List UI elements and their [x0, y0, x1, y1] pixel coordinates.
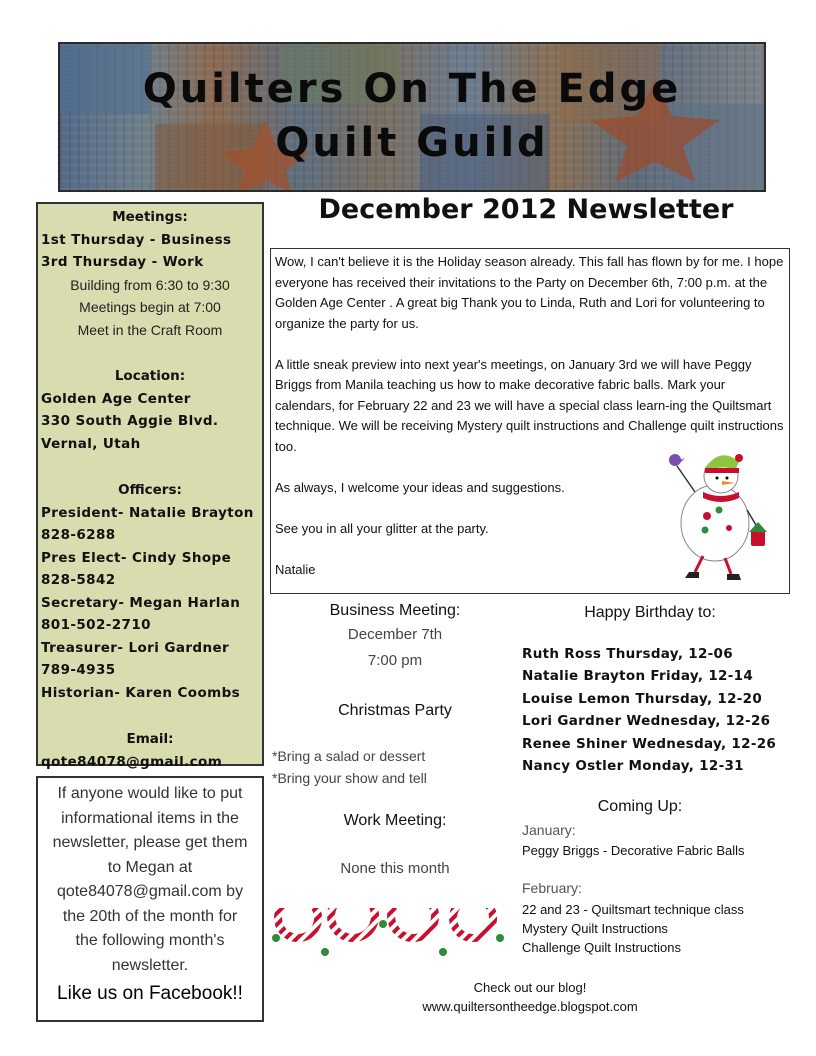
letter-paragraph: A little sneak preview into next year's meetings, on January 3rd we will have Peggy Briggs from Manila teaching us how to make decorative fabric balls. Mark your calendars, for February 22 and 23 we will have a special class learn-ing the Quiltsmart technique. We will be receiving Mystery quilt instructions and Challenge quilt instructions too.	[275, 356, 784, 454]
building-hours: Building from 6:30 to 9:30	[70, 276, 230, 293]
business-meeting-date: December 7th	[347, 626, 443, 643]
officer-line: 828-6288	[41, 527, 116, 543]
letter-paragraph: As always, I welcome your ideas and suggestions.	[275, 479, 565, 495]
february-item: 22 and 23 - Quiltsmart technique class	[522, 902, 744, 917]
snowman-icon	[655, 448, 775, 584]
birthday-entry: Ruth Ross Thursday, 12-06	[522, 646, 733, 662]
party-item: *Bring a salad or dessert	[272, 748, 426, 764]
candy-swirl-divider	[268, 908, 508, 968]
letter-paragraph: See you in all your glitter at the party.	[275, 520, 489, 536]
banner	[58, 42, 766, 192]
officer-line: 828-5842	[41, 572, 116, 588]
location-heading: Location:	[114, 368, 186, 384]
newsletter-title: December 2012 Newsletter	[318, 194, 734, 225]
party-item: *Bring your show and tell	[272, 770, 427, 786]
birthday-heading: Happy Birthday to:	[584, 604, 716, 621]
birthday-entry: Louise Lemon Thursday, 12-20	[522, 691, 763, 707]
blog-url-link[interactable]: www.quiltersontheedge.blogspot.com	[422, 999, 638, 1014]
location-line: Golden Age Center	[41, 390, 191, 407]
meetings-business: 1st Thursday - Business	[41, 231, 232, 248]
officer-line: President- Natalie Brayton	[41, 504, 254, 521]
february-item: Challenge Quilt Instructions	[522, 940, 681, 955]
info-line: newsletter.	[111, 956, 189, 974]
coming-up-heading: Coming Up:	[597, 798, 683, 815]
location-line: 330 South Aggie Blvd.	[41, 413, 219, 429]
meetings-begin: Meetings begin at 7:00	[79, 299, 221, 315]
facebook-link[interactable]: Like us on Facebook!!	[57, 983, 243, 1004]
info-line: to Megan at	[107, 858, 193, 876]
officer-line: Historian- Karen Coombs	[41, 684, 241, 701]
christmas-party-heading: Christmas Party	[338, 702, 452, 719]
officers-heading: Officers:	[118, 482, 182, 498]
letter-signature: Natalie	[275, 561, 316, 577]
meet-room: Meet in the Craft Room	[77, 321, 223, 338]
submission-info-box	[36, 776, 264, 1022]
work-meeting-heading: Work Meeting:	[343, 812, 447, 829]
info-line: qote84078@gmail.com by	[56, 883, 244, 900]
email-address[interactable]: qote84078@gmail.com	[41, 753, 223, 770]
info-line: informational items in the	[61, 809, 239, 827]
business-meeting-heading: Business Meeting:	[329, 602, 461, 619]
january-label: January:	[522, 822, 576, 838]
birthday-entry: Nancy Ostler Monday, 12-31	[522, 758, 744, 774]
info-line: newsletter, please get them	[52, 834, 248, 851]
info-line: the following month's	[75, 932, 225, 949]
january-item: Peggy Briggs - Decorative Fabric Balls	[522, 843, 745, 858]
banner-title-line1: Quilters On The Edge	[142, 66, 682, 112]
officer-line: Pres Elect- Cindy Shope	[41, 549, 232, 566]
february-item: Mystery Quilt Instructions	[522, 921, 668, 936]
meetings-work: 3rd Thursday - Work	[41, 254, 204, 270]
info-line: the 20th of the month for	[62, 907, 238, 925]
meetings-heading: Meetings:	[112, 209, 188, 225]
business-meeting-time: 7:00 pm	[367, 652, 423, 669]
info-line: If anyone would like to put	[57, 785, 243, 802]
blog-footer	[380, 978, 680, 1016]
letter-paragraph: Wow, I can't believe it is the Holiday season already. This fall has flown by for me. I hope everyone has received their invitations to the Party on December 6th, 7:00 p.m. at the Golden Age Center . A great big Thank you to Linda, Ruth and Lori for volunteering to organize the party for us.	[275, 254, 784, 331]
officer-line: 801-502-2710	[41, 617, 151, 633]
birthday-entry: Natalie Brayton Friday, 12-14	[522, 668, 754, 684]
sidebar-info-panel	[36, 202, 264, 770]
work-meeting-note: None this month	[340, 860, 450, 877]
blog-line: Check out our blog!	[473, 980, 587, 995]
birthday-entry: Renee Shiner Wednesday, 12-26	[522, 736, 777, 752]
banner-title-line2: Quilt Guild	[275, 120, 549, 166]
february-label: February:	[522, 880, 582, 896]
officer-line: 789-4935	[41, 662, 116, 678]
officer-line: Treasurer- Lori Gardner	[41, 639, 230, 656]
officer-line: Secretary- Megan Harlan	[41, 594, 241, 611]
email-heading: Email:	[126, 731, 174, 747]
location-line: Vernal, Utah	[41, 435, 141, 452]
birthday-entry: Lori Gardner Wednesday, 12-26	[522, 713, 771, 729]
